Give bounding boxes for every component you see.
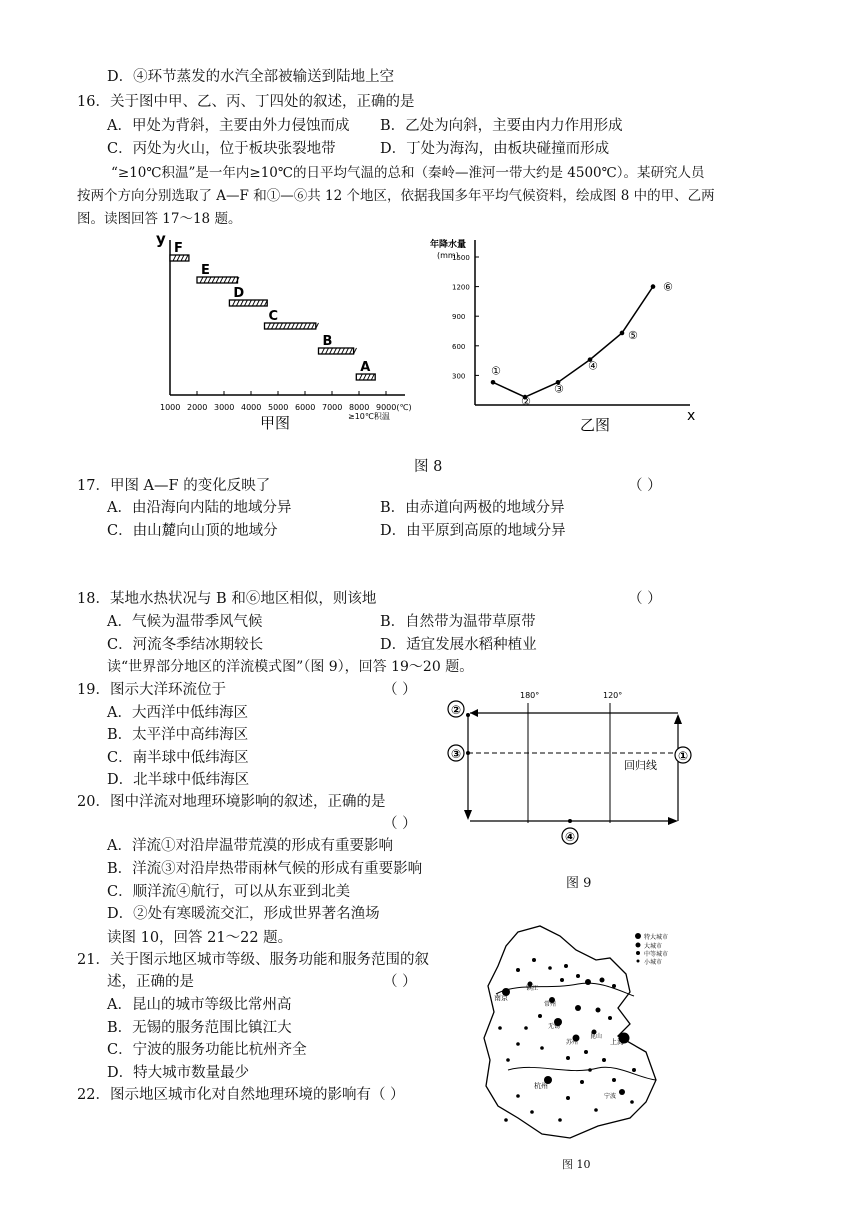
intro-line-3: 图。读图回答 17～18 题。: [77, 211, 242, 227]
jia-x-tick-label: 3000: [214, 403, 235, 412]
fig10-city-dot: [600, 978, 605, 983]
yi-y-tick-label: 300: [452, 372, 466, 381]
option-16c: C．丙处为火山，位于板块张裂地带: [107, 141, 336, 157]
fig10-city-dot: [602, 1058, 606, 1062]
fig10-city-dot: [504, 1118, 508, 1122]
option-20b: B．洋流③对沿岸热带雨林气候的形成有重要影响: [107, 861, 423, 877]
yi-point-label-2: ②: [521, 395, 531, 409]
option-21b: B．无锡的服务范围比镇江大: [107, 1020, 292, 1036]
fig10-city-dot: [596, 1008, 601, 1013]
fig10-city-dot: [594, 1108, 598, 1112]
jia-x-tick-label: 2000: [187, 403, 208, 412]
answer-paren-20: （ ）: [383, 816, 417, 832]
yi-x-axis-label: x: [687, 408, 696, 424]
fig10-city-dot: [566, 1096, 570, 1100]
jia-bar-label-C: C: [268, 309, 279, 324]
jia-bar-label-A: A: [360, 360, 371, 375]
jia-x-tick-label: 4000: [241, 403, 262, 412]
legend-3: 中等城市: [644, 951, 669, 958]
option-18a: A．气候为温带季风气候: [107, 614, 263, 630]
yi-y-unit: (mm): [437, 251, 459, 260]
fig10-city-dot: [632, 1068, 636, 1072]
fig10-city-dot: [540, 1046, 544, 1050]
yi-point-label-4: ④: [588, 359, 598, 373]
option-20c: C．顺洋流④航行，可以从东亚到北美: [107, 884, 351, 900]
yi-point-5: [620, 331, 625, 336]
question-20: 20．图中洋流对地理环境影响的叙述，正确的是: [77, 794, 386, 810]
option-17a: A．由沿海向内陆的地域分异: [107, 500, 292, 516]
yi-point-1: [491, 380, 496, 385]
option-16d: D．丁处为海沟，由板块碰撞而形成: [380, 141, 610, 157]
question-19: 19．图示大洋环流位于: [77, 682, 226, 698]
answer-paren-21: （ ）: [383, 974, 417, 990]
fig9-tropic-label: 回归线: [624, 759, 657, 772]
option-17d: D．由平原到高原的地域分异: [380, 523, 566, 539]
city-nanjing: 南京: [494, 994, 508, 1002]
chart-jia: [156, 230, 412, 432]
option-18c: C．河流冬季结冰期较长: [107, 637, 264, 653]
fig9-current-2: ②: [451, 703, 462, 717]
option-20a: A．洋流①对沿岸温带荒漠的形成有重要影响: [107, 838, 393, 854]
question-17: 17．甲图 A—F 的变化反映了: [77, 478, 271, 494]
read-figure-10: 读图 10，回答 21～22 题。: [107, 930, 293, 946]
fig10-city-dot: [630, 1100, 634, 1104]
option-18b: B．自然带为温带草原带: [380, 614, 536, 630]
fig10-city-dot: [566, 1056, 570, 1060]
option-19c: C．南半球中低纬海区: [107, 750, 249, 766]
legend-1: 特大城市: [644, 934, 669, 941]
intro-line-2: 按两个方向分别选取了 A—F 和①—⑥共 12 个地区，依据我国多年平均气候资料，绘成图 8 中的甲、乙两: [77, 188, 715, 204]
fig10-city-dot: [548, 966, 552, 970]
figure-10: [478, 920, 693, 1150]
fig10-city-dot: [524, 1026, 528, 1030]
fig10-city-dot: [608, 1016, 612, 1020]
question-21: 21．关于图示地区城市等级、服务功能和服务范围的叙: [77, 952, 429, 968]
question-18: 18．某地水热状况与 B 和⑥地区相似，则该地: [77, 591, 377, 607]
option-21a: A．昆山的城市等级比常州高: [107, 997, 292, 1013]
yi-point-label-3: ③: [554, 382, 564, 396]
fig10-city-dot: [506, 1058, 510, 1062]
fig10-city-dot: [498, 1026, 502, 1030]
fig10-city-dot: [585, 979, 591, 985]
fig9-lon-180: 180°: [520, 691, 540, 700]
fig9-lon-120: 120°: [603, 691, 623, 700]
fig10-city-dot: [516, 968, 520, 972]
question-22: 22．图示地区城市化对自然地理环境的影响有（ ）: [77, 1087, 405, 1103]
fig10-city-dot: [516, 1094, 520, 1098]
jia-x-tick-label: 9000(℃): [376, 403, 412, 412]
city-hangzhou: 杭州: [534, 1082, 548, 1090]
option-15d: D．④环节蒸发的水汽全部被输送到陆地上空: [107, 69, 395, 85]
yi-point-label-6: ⑥: [663, 280, 673, 294]
city-shanghai: 上海: [610, 1038, 624, 1046]
yi-y-title: 年降水量: [430, 240, 467, 250]
figure-9: [440, 688, 700, 848]
fig9-current-1: ①: [678, 749, 689, 763]
figure-8: [150, 230, 710, 445]
yi-y-tick-label: 600: [452, 342, 466, 351]
fig10-city-dot: [575, 1005, 581, 1011]
yi-y-tick-label: 1500: [452, 254, 470, 262]
yi-point-label-5: ⑤: [628, 328, 638, 342]
jia-x-tick-label: 1000: [160, 403, 181, 412]
intro-line-1: “≥10℃积温”是一年内≥10℃的日平均气温的总和（秦岭—淮河一带大约是 4500℃）。某研究人员: [111, 165, 705, 181]
fig10-legend: [635, 933, 668, 966]
jia-x-unit: ≥10℃积温: [348, 412, 390, 421]
city-wuxi: 无锡: [548, 1023, 561, 1030]
option-16a: A．甲处为背斜，主要由外力侵蚀而成: [107, 118, 350, 134]
fig10-city-dot: [612, 984, 616, 988]
option-21c: C．宁波的服务功能比杭州齐全: [107, 1042, 307, 1058]
city-kunshan: 昆山: [590, 1033, 603, 1040]
yi-y-tick-label: 1200: [452, 283, 470, 292]
figure-8-caption: 图 8: [414, 459, 443, 475]
legend-2: 大城市: [644, 943, 663, 950]
option-18d: D．适宜发展水稻种植业: [380, 637, 537, 653]
figure-9-caption: 图 9: [566, 876, 592, 891]
fig10-city-dot: [576, 974, 580, 978]
fig10-city-dot: [584, 1050, 588, 1054]
jia-x-tick-label: 7000: [322, 403, 343, 412]
fig10-city-dot: [564, 964, 568, 968]
jia-bar-label-E: E: [201, 263, 210, 278]
jia-x-tick-label: 5000: [268, 403, 289, 412]
fig10-city-dot: [516, 1042, 520, 1046]
fig10-city-dot: [588, 1068, 592, 1072]
question-16: 16．关于图中甲、乙、丙、丁四处的叙述，正确的是: [77, 94, 415, 110]
city-ningbo: 宁波: [604, 1093, 617, 1100]
option-19d: D．北半球中低纬海区: [107, 772, 250, 788]
figure-10-caption: 图 10: [562, 1158, 591, 1171]
yi-point-label-1: ①: [491, 364, 501, 378]
jia-y-axis-label: y: [156, 230, 166, 248]
read-figure-9: 读“世界部分地区的洋流模式图”（图 9），回答 19～20 题。: [107, 659, 474, 675]
fig10-city-dot: [560, 978, 564, 982]
answer-paren-18: （ ）: [628, 591, 662, 607]
jia-x-tick-label: 6000: [295, 403, 316, 412]
yi-y-tick-label: 900: [452, 313, 466, 322]
fig10-city-dot: [619, 1089, 625, 1095]
question-21-cont: 述，正确的是: [107, 974, 194, 990]
yi-point-6: [651, 284, 656, 289]
jia-bar-label-D: D: [233, 286, 245, 301]
jia-x-tick-label: 8000: [349, 403, 370, 412]
fig10-city-dot: [532, 958, 536, 962]
option-20d: D．②处有寒暖流交汇，形成世界著名渔场: [107, 906, 380, 922]
fig10-region-outline: [484, 926, 656, 1138]
fig9-current-3: ③: [451, 747, 462, 761]
city-changzhou: 常州: [544, 1001, 557, 1008]
option-21d: D．特大城市数量最少: [107, 1065, 250, 1081]
answer-paren-19: （ ）: [383, 682, 417, 698]
answer-paren-17: （ ）: [628, 478, 662, 494]
option-17b: B．由赤道向两极的地域分异: [380, 500, 565, 516]
fig10-city-dot: [612, 1078, 616, 1082]
jia-bar-label-F: F: [174, 241, 183, 256]
chart-yi: [430, 238, 695, 434]
option-17c: C．由山麓向山顶的地域分: [107, 523, 278, 539]
fig9-current-4: ④: [565, 830, 576, 844]
option-16b: B．乙处为向斜，主要由内力作用形成: [380, 118, 623, 134]
fig10-city-dot: [538, 1014, 542, 1018]
city-suzhou: 苏州: [566, 1039, 579, 1046]
fig10-city-dot: [580, 1080, 584, 1084]
option-19a: A．大西洋中低纬海区: [107, 705, 248, 721]
legend-4: 小城市: [644, 959, 663, 966]
yi-title: 乙图: [580, 416, 611, 434]
jia-bar-label-B: B: [322, 334, 333, 349]
option-19b: B．太平洋中高纬海区: [107, 727, 249, 743]
city-zhenjiang: 镇江: [526, 985, 539, 992]
fig10-city-dot: [530, 1110, 534, 1114]
jia-title: 甲图: [260, 414, 291, 432]
fig10-city-dot: [558, 1118, 562, 1122]
